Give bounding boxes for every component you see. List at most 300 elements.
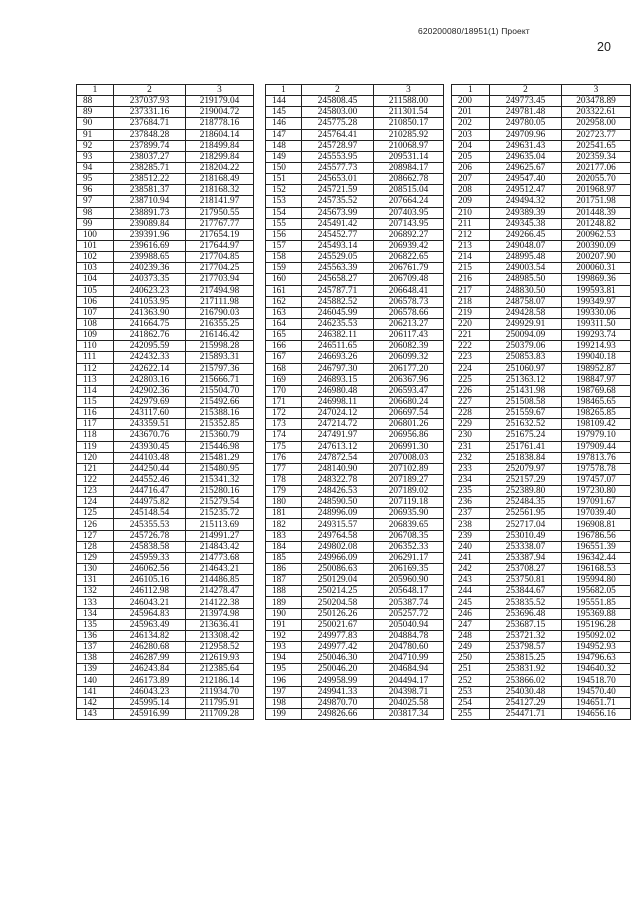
coordinate-y-cell: 213308.42 [186, 630, 254, 641]
table-row [452, 140, 631, 151]
table-row [77, 463, 254, 474]
coordinate-x-cell: 244975.82 [114, 497, 186, 508]
coordinate-x-cell: 238891.73 [114, 207, 186, 218]
point-number-cell: 139 [77, 664, 114, 675]
coordinate-y-cell: 205387.74 [374, 597, 444, 608]
point-number-cell: 155 [266, 218, 302, 229]
coordinate-x-cell: 250046.20 [302, 664, 374, 675]
table-row [77, 508, 254, 519]
point-number-cell: 123 [77, 486, 114, 497]
coordinate-y-cell: 215352.85 [186, 419, 254, 430]
coordinate-y-cell: 214122.38 [186, 597, 254, 608]
coordinate-y-cell: 218499.84 [186, 140, 254, 151]
table-row [266, 285, 444, 296]
coordinate-y-cell: 204780.60 [374, 642, 444, 653]
point-number-cell: 138 [77, 653, 114, 664]
coordinate-x-cell: 248995.48 [490, 252, 562, 263]
point-number-cell: 93 [77, 151, 114, 162]
coordinate-y-cell: 201968.97 [562, 185, 631, 196]
table-row [452, 452, 631, 463]
point-number-cell: 212 [452, 229, 490, 240]
coordinate-y-cell: 210285.92 [374, 129, 444, 140]
point-number-cell: 125 [77, 508, 114, 519]
coordinate-y-cell: 195682.05 [562, 586, 631, 597]
point-number-cell: 221 [452, 330, 490, 341]
point-number-cell: 223 [452, 352, 490, 363]
coordinate-x-cell: 242902.36 [114, 385, 186, 396]
coordinate-x-cell: 245838.58 [114, 541, 186, 552]
coordinate-x-cell: 247024.12 [302, 408, 374, 419]
coordinate-x-cell: 245775.28 [302, 118, 374, 129]
point-number-cell: 132 [77, 586, 114, 597]
table-row [77, 162, 254, 173]
point-number-cell: 235 [452, 486, 490, 497]
coordinate-y-cell: 196342.44 [562, 552, 631, 563]
coordinate-x-cell: 251675.24 [490, 430, 562, 441]
coordinate-x-cell: 253831.92 [490, 664, 562, 675]
table-row [266, 653, 444, 664]
table-row [266, 263, 444, 274]
coordinate-x-cell: 253721.32 [490, 630, 562, 641]
coordinate-y-cell: 206117.43 [374, 330, 444, 341]
table-row [266, 508, 444, 519]
coordinate-y-cell: 194796.63 [562, 653, 631, 664]
table-row [77, 363, 254, 374]
coordinate-y-cell: 195196.28 [562, 619, 631, 630]
coordinate-y-cell: 207403.95 [374, 207, 444, 218]
coordinate-x-cell: 246287.99 [114, 653, 186, 664]
table-row [77, 675, 254, 686]
table-row [77, 374, 254, 385]
coordinate-y-cell: 204494.17 [374, 675, 444, 686]
coordinate-x-cell: 250853.83 [490, 352, 562, 363]
coordinate-x-cell: 245803.00 [302, 107, 374, 118]
coordinate-x-cell: 249048.07 [490, 240, 562, 251]
coordinate-y-cell: 206578.66 [374, 307, 444, 318]
coordinate-y-cell: 194651.71 [562, 697, 631, 708]
coordinate-x-cell: 245529.05 [302, 252, 374, 263]
point-number-cell: 153 [266, 196, 302, 207]
point-number-cell: 95 [77, 174, 114, 185]
point-number-cell: 228 [452, 408, 490, 419]
coordinate-x-cell: 249802.08 [302, 541, 374, 552]
coordinate-y-cell: 218204.22 [186, 162, 254, 173]
coordinate-y-cell: 195994.80 [562, 575, 631, 586]
point-number-cell: 233 [452, 463, 490, 474]
coordinate-x-cell: 246382.11 [302, 330, 374, 341]
table-row [77, 285, 254, 296]
column-header-3: 3 [374, 85, 444, 96]
coordinate-y-cell: 198847.97 [562, 374, 631, 385]
coordinate-y-cell: 202055.70 [562, 174, 631, 185]
coordinate-x-cell: 237037.93 [114, 96, 186, 107]
table-row [266, 597, 444, 608]
coordinate-x-cell: 249345.38 [490, 218, 562, 229]
coordinate-x-cell: 246105.16 [114, 575, 186, 586]
point-number-cell: 194 [266, 653, 302, 664]
coordinate-x-cell: 246243.84 [114, 664, 186, 675]
coordinate-y-cell: 200060.31 [562, 263, 631, 274]
coordinate-y-cell: 203478.89 [562, 96, 631, 107]
coordinate-y-cell: 198109.42 [562, 419, 631, 430]
point-number-cell: 122 [77, 474, 114, 485]
point-number-cell: 217 [452, 285, 490, 296]
table-row [266, 363, 444, 374]
point-number-cell: 183 [266, 530, 302, 541]
table-row [266, 552, 444, 563]
coordinate-x-cell: 254471.71 [490, 708, 562, 719]
point-number-cell: 231 [452, 441, 490, 452]
coordinate-x-cell: 237848.28 [114, 129, 186, 140]
coordinate-y-cell: 200207.90 [562, 252, 631, 263]
coordinate-y-cell: 206709.48 [374, 274, 444, 285]
table-row [452, 385, 631, 396]
coordinate-x-cell: 251060.97 [490, 363, 562, 374]
coordinate-y-cell: 211795.91 [186, 697, 254, 708]
coordinate-y-cell: 196168.53 [562, 564, 631, 575]
table-row [452, 151, 631, 162]
coordinate-x-cell: 245452.77 [302, 229, 374, 240]
coordinate-y-cell: 209531.14 [374, 151, 444, 162]
table-row [266, 118, 444, 129]
coordinate-y-cell: 212186.14 [186, 675, 254, 686]
table-row [266, 697, 444, 708]
table-row [266, 140, 444, 151]
table-row [77, 575, 254, 586]
point-number-cell: 241 [452, 552, 490, 563]
coordinate-x-cell: 247214.72 [302, 419, 374, 430]
coordinate-y-cell: 199214.93 [562, 341, 631, 352]
point-number-cell: 227 [452, 396, 490, 407]
table-row [452, 586, 631, 597]
coordinate-y-cell: 217767.77 [186, 218, 254, 229]
coordinate-y-cell: 219179.04 [186, 96, 254, 107]
table-row [452, 530, 631, 541]
point-number-cell: 216 [452, 274, 490, 285]
table-row [266, 96, 444, 107]
point-number-cell: 240 [452, 541, 490, 552]
coordinate-x-cell: 253387.94 [490, 552, 562, 563]
point-number-cell: 97 [77, 196, 114, 207]
point-number-cell: 254 [452, 697, 490, 708]
point-number-cell: 144 [266, 96, 302, 107]
point-number-cell: 164 [266, 318, 302, 329]
table-row [77, 229, 254, 240]
point-number-cell: 168 [266, 363, 302, 374]
coordinate-y-cell: 196551.39 [562, 541, 631, 552]
coordinate-y-cell: 197457.07 [562, 474, 631, 485]
coordinate-y-cell: 201248.82 [562, 218, 631, 229]
coordinate-y-cell: 215235.72 [186, 508, 254, 519]
coordinate-x-cell: 253687.15 [490, 619, 562, 630]
coordinate-y-cell: 215360.79 [186, 430, 254, 441]
table-row [452, 296, 631, 307]
coordinate-x-cell: 246280.68 [114, 642, 186, 653]
coordinate-y-cell: 194518.70 [562, 675, 631, 686]
column-header-3: 3 [562, 85, 631, 96]
coordinate-y-cell: 206708.35 [374, 530, 444, 541]
table-row [452, 96, 631, 107]
table-row [77, 151, 254, 162]
coordinate-x-cell: 241053.95 [114, 296, 186, 307]
coordinate-x-cell: 250126.26 [302, 608, 374, 619]
coordinate-y-cell: 204025.58 [374, 697, 444, 708]
coordinate-y-cell: 208515.04 [374, 185, 444, 196]
point-number-cell: 234 [452, 474, 490, 485]
point-number-cell: 252 [452, 675, 490, 686]
point-number-cell: 163 [266, 307, 302, 318]
coordinate-x-cell: 254127.29 [490, 697, 562, 708]
coordinate-y-cell: 196908.81 [562, 519, 631, 530]
coordinate-x-cell: 248426.53 [302, 486, 374, 497]
coordinate-y-cell: 199349.97 [562, 296, 631, 307]
point-number-cell: 109 [77, 330, 114, 341]
table-row [77, 497, 254, 508]
coordinate-y-cell: 215504.70 [186, 385, 254, 396]
point-number-cell: 210 [452, 207, 490, 218]
coordinate-y-cell: 199869.36 [562, 274, 631, 285]
coordinate-x-cell: 250204.58 [302, 597, 374, 608]
table-row [452, 541, 631, 552]
point-number-cell: 181 [266, 508, 302, 519]
point-number-cell: 91 [77, 129, 114, 140]
coordinate-y-cell: 206991.30 [374, 441, 444, 452]
coordinate-x-cell: 247872.54 [302, 452, 374, 463]
point-number-cell: 193 [266, 642, 302, 653]
table-row [452, 474, 631, 485]
point-number-cell: 114 [77, 385, 114, 396]
coordinate-y-cell: 215998.28 [186, 341, 254, 352]
point-number-cell: 188 [266, 586, 302, 597]
table-row [77, 240, 254, 251]
point-number-cell: 219 [452, 307, 490, 318]
coordinate-x-cell: 249266.45 [490, 229, 562, 240]
point-number-cell: 232 [452, 452, 490, 463]
coordinate-x-cell: 251363.12 [490, 374, 562, 385]
coordinate-x-cell: 245726.78 [114, 530, 186, 541]
coordinate-x-cell: 239988.65 [114, 252, 186, 263]
coordinate-y-cell: 199330.06 [562, 307, 631, 318]
table-row [77, 486, 254, 497]
table-row [452, 396, 631, 407]
point-number-cell: 149 [266, 151, 302, 162]
coordinate-y-cell: 202359.34 [562, 151, 631, 162]
point-number-cell: 110 [77, 341, 114, 352]
coordinate-x-cell: 249625.67 [490, 162, 562, 173]
point-number-cell: 205 [452, 151, 490, 162]
coordinate-y-cell: 218299.84 [186, 151, 254, 162]
table-row [452, 330, 631, 341]
coordinate-y-cell: 199311.50 [562, 318, 631, 329]
point-number-cell: 192 [266, 630, 302, 641]
table-row [452, 630, 631, 641]
coordinate-x-cell: 240373.35 [114, 274, 186, 285]
coordinate-y-cell: 211709.28 [186, 708, 254, 719]
table-row [452, 307, 631, 318]
table-row [77, 307, 254, 318]
point-number-cell: 156 [266, 229, 302, 240]
coordinate-y-cell: 215113.69 [186, 519, 254, 530]
coordinate-y-cell: 198769.68 [562, 385, 631, 396]
coordinate-y-cell: 217703.94 [186, 274, 254, 285]
coordinate-y-cell: 201751.98 [562, 196, 631, 207]
coordinate-x-cell: 249958.99 [302, 675, 374, 686]
table-row [77, 441, 254, 452]
coordinate-y-cell: 194640.32 [562, 664, 631, 675]
coordinate-y-cell: 206956.86 [374, 430, 444, 441]
coordinate-x-cell: 248985.50 [490, 274, 562, 285]
coordinate-x-cell: 237331.16 [114, 107, 186, 118]
table-row [77, 630, 254, 641]
table-row [452, 274, 631, 285]
coordinate-y-cell: 204884.78 [374, 630, 444, 641]
column-header-2: 2 [490, 85, 562, 96]
coordinate-y-cell: 206169.35 [374, 564, 444, 575]
table-row [452, 229, 631, 240]
point-number-cell: 90 [77, 118, 114, 129]
point-number-cell: 154 [266, 207, 302, 218]
table-row [452, 318, 631, 329]
table-row [266, 274, 444, 285]
coordinate-x-cell: 243930.45 [114, 441, 186, 452]
coordinate-y-cell: 216790.03 [186, 307, 254, 318]
coordinate-x-cell: 249003.54 [490, 263, 562, 274]
table-row [452, 207, 631, 218]
point-number-cell: 222 [452, 341, 490, 352]
coordinate-y-cell: 197979.10 [562, 430, 631, 441]
coordinate-y-cell: 216146.42 [186, 330, 254, 341]
column-header-1: 1 [452, 85, 490, 96]
coordinate-x-cell: 250094.09 [490, 330, 562, 341]
point-number-cell: 158 [266, 252, 302, 263]
point-number-cell: 118 [77, 430, 114, 441]
point-number-cell: 172 [266, 408, 302, 419]
column-header-1: 1 [266, 85, 302, 96]
coordinate-y-cell: 195551.85 [562, 597, 631, 608]
point-number-cell: 96 [77, 185, 114, 196]
table-row [266, 129, 444, 140]
point-number-cell: 129 [77, 552, 114, 563]
point-number-cell: 190 [266, 608, 302, 619]
point-number-cell: 178 [266, 474, 302, 485]
table-row [452, 664, 631, 675]
table-row [77, 708, 254, 719]
coordinate-y-cell: 215666.71 [186, 374, 254, 385]
coordinate-x-cell: 246235.53 [302, 318, 374, 329]
point-number-cell: 237 [452, 508, 490, 519]
coordinate-x-cell: 237684.71 [114, 118, 186, 129]
coordinate-x-cell: 250129.04 [302, 575, 374, 586]
point-number-cell: 206 [452, 162, 490, 173]
coordinate-y-cell: 195369.88 [562, 608, 631, 619]
point-number-cell: 162 [266, 296, 302, 307]
point-number-cell: 112 [77, 363, 114, 374]
coordinate-y-cell: 206892.27 [374, 229, 444, 240]
coordinate-y-cell: 199593.81 [562, 285, 631, 296]
table-row [77, 318, 254, 329]
table-row [266, 519, 444, 530]
table-row [77, 642, 254, 653]
coordinate-y-cell: 206822.65 [374, 252, 444, 263]
coordinate-y-cell: 203817.34 [374, 708, 444, 719]
coordinate-y-cell: 202958.00 [562, 118, 631, 129]
point-number-cell: 215 [452, 263, 490, 274]
table-row [452, 107, 631, 118]
coordinate-x-cell: 245553.95 [302, 151, 374, 162]
coordinate-y-cell: 206099.32 [374, 352, 444, 363]
coordinate-x-cell: 253338.07 [490, 541, 562, 552]
coordinate-y-cell: 215279.54 [186, 497, 254, 508]
coordinate-y-cell: 206648.41 [374, 285, 444, 296]
table-row [77, 330, 254, 341]
coordinate-x-cell: 249389.39 [490, 207, 562, 218]
coordinate-x-cell: 250046.30 [302, 653, 374, 664]
coordinate-y-cell: 217494.98 [186, 285, 254, 296]
table-row [266, 396, 444, 407]
coordinate-x-cell: 249494.32 [490, 196, 562, 207]
point-number-cell: 107 [77, 307, 114, 318]
coordinate-x-cell: 238710.94 [114, 196, 186, 207]
coordinate-y-cell: 197091.67 [562, 497, 631, 508]
coordinate-x-cell: 245728.97 [302, 140, 374, 151]
table-row [77, 140, 254, 151]
coordinate-y-cell: 215893.31 [186, 352, 254, 363]
coordinate-x-cell: 245673.99 [302, 207, 374, 218]
point-number-cell: 251 [452, 664, 490, 675]
table-row [266, 374, 444, 385]
page-number: 20 [597, 40, 611, 54]
coordinate-x-cell: 242979.69 [114, 396, 186, 407]
coordinate-x-cell: 245735.52 [302, 196, 374, 207]
coordinate-y-cell: 207664.24 [374, 196, 444, 207]
coordinate-y-cell: 213974.98 [186, 608, 254, 619]
point-number-cell: 92 [77, 140, 114, 151]
coordinate-y-cell: 202541.65 [562, 140, 631, 151]
table-row [452, 196, 631, 207]
coordinate-x-cell: 250086.63 [302, 564, 374, 575]
table-row [77, 207, 254, 218]
point-number-cell: 141 [77, 686, 114, 697]
point-number-cell: 243 [452, 575, 490, 586]
coordinate-x-cell: 245148.54 [114, 508, 186, 519]
coordinate-y-cell: 199040.18 [562, 352, 631, 363]
coordinate-x-cell: 245658.27 [302, 274, 374, 285]
coordinate-y-cell: 211934.70 [186, 686, 254, 697]
point-number-cell: 185 [266, 552, 302, 563]
point-number-cell: 250 [452, 653, 490, 664]
coordinate-x-cell: 249780.05 [490, 118, 562, 129]
table-row [452, 174, 631, 185]
table-row [77, 196, 254, 207]
coordinate-y-cell: 217704.85 [186, 252, 254, 263]
coordinate-x-cell: 249929.91 [490, 318, 562, 329]
coordinate-y-cell: 215797.36 [186, 363, 254, 374]
point-number-cell: 165 [266, 330, 302, 341]
coordinate-y-cell: 206352.33 [374, 541, 444, 552]
coordinate-x-cell: 244250.44 [114, 463, 186, 474]
point-number-cell: 128 [77, 541, 114, 552]
coordinate-x-cell: 238037.27 [114, 151, 186, 162]
point-number-cell: 166 [266, 341, 302, 352]
table-row [77, 107, 254, 118]
table-row [266, 463, 444, 474]
table-row [77, 408, 254, 419]
coordinate-y-cell: 207143.95 [374, 218, 444, 229]
coordinate-y-cell: 215446.98 [186, 441, 254, 452]
point-number-cell: 169 [266, 374, 302, 385]
table-row [266, 452, 444, 463]
coordinate-x-cell: 241862.76 [114, 330, 186, 341]
